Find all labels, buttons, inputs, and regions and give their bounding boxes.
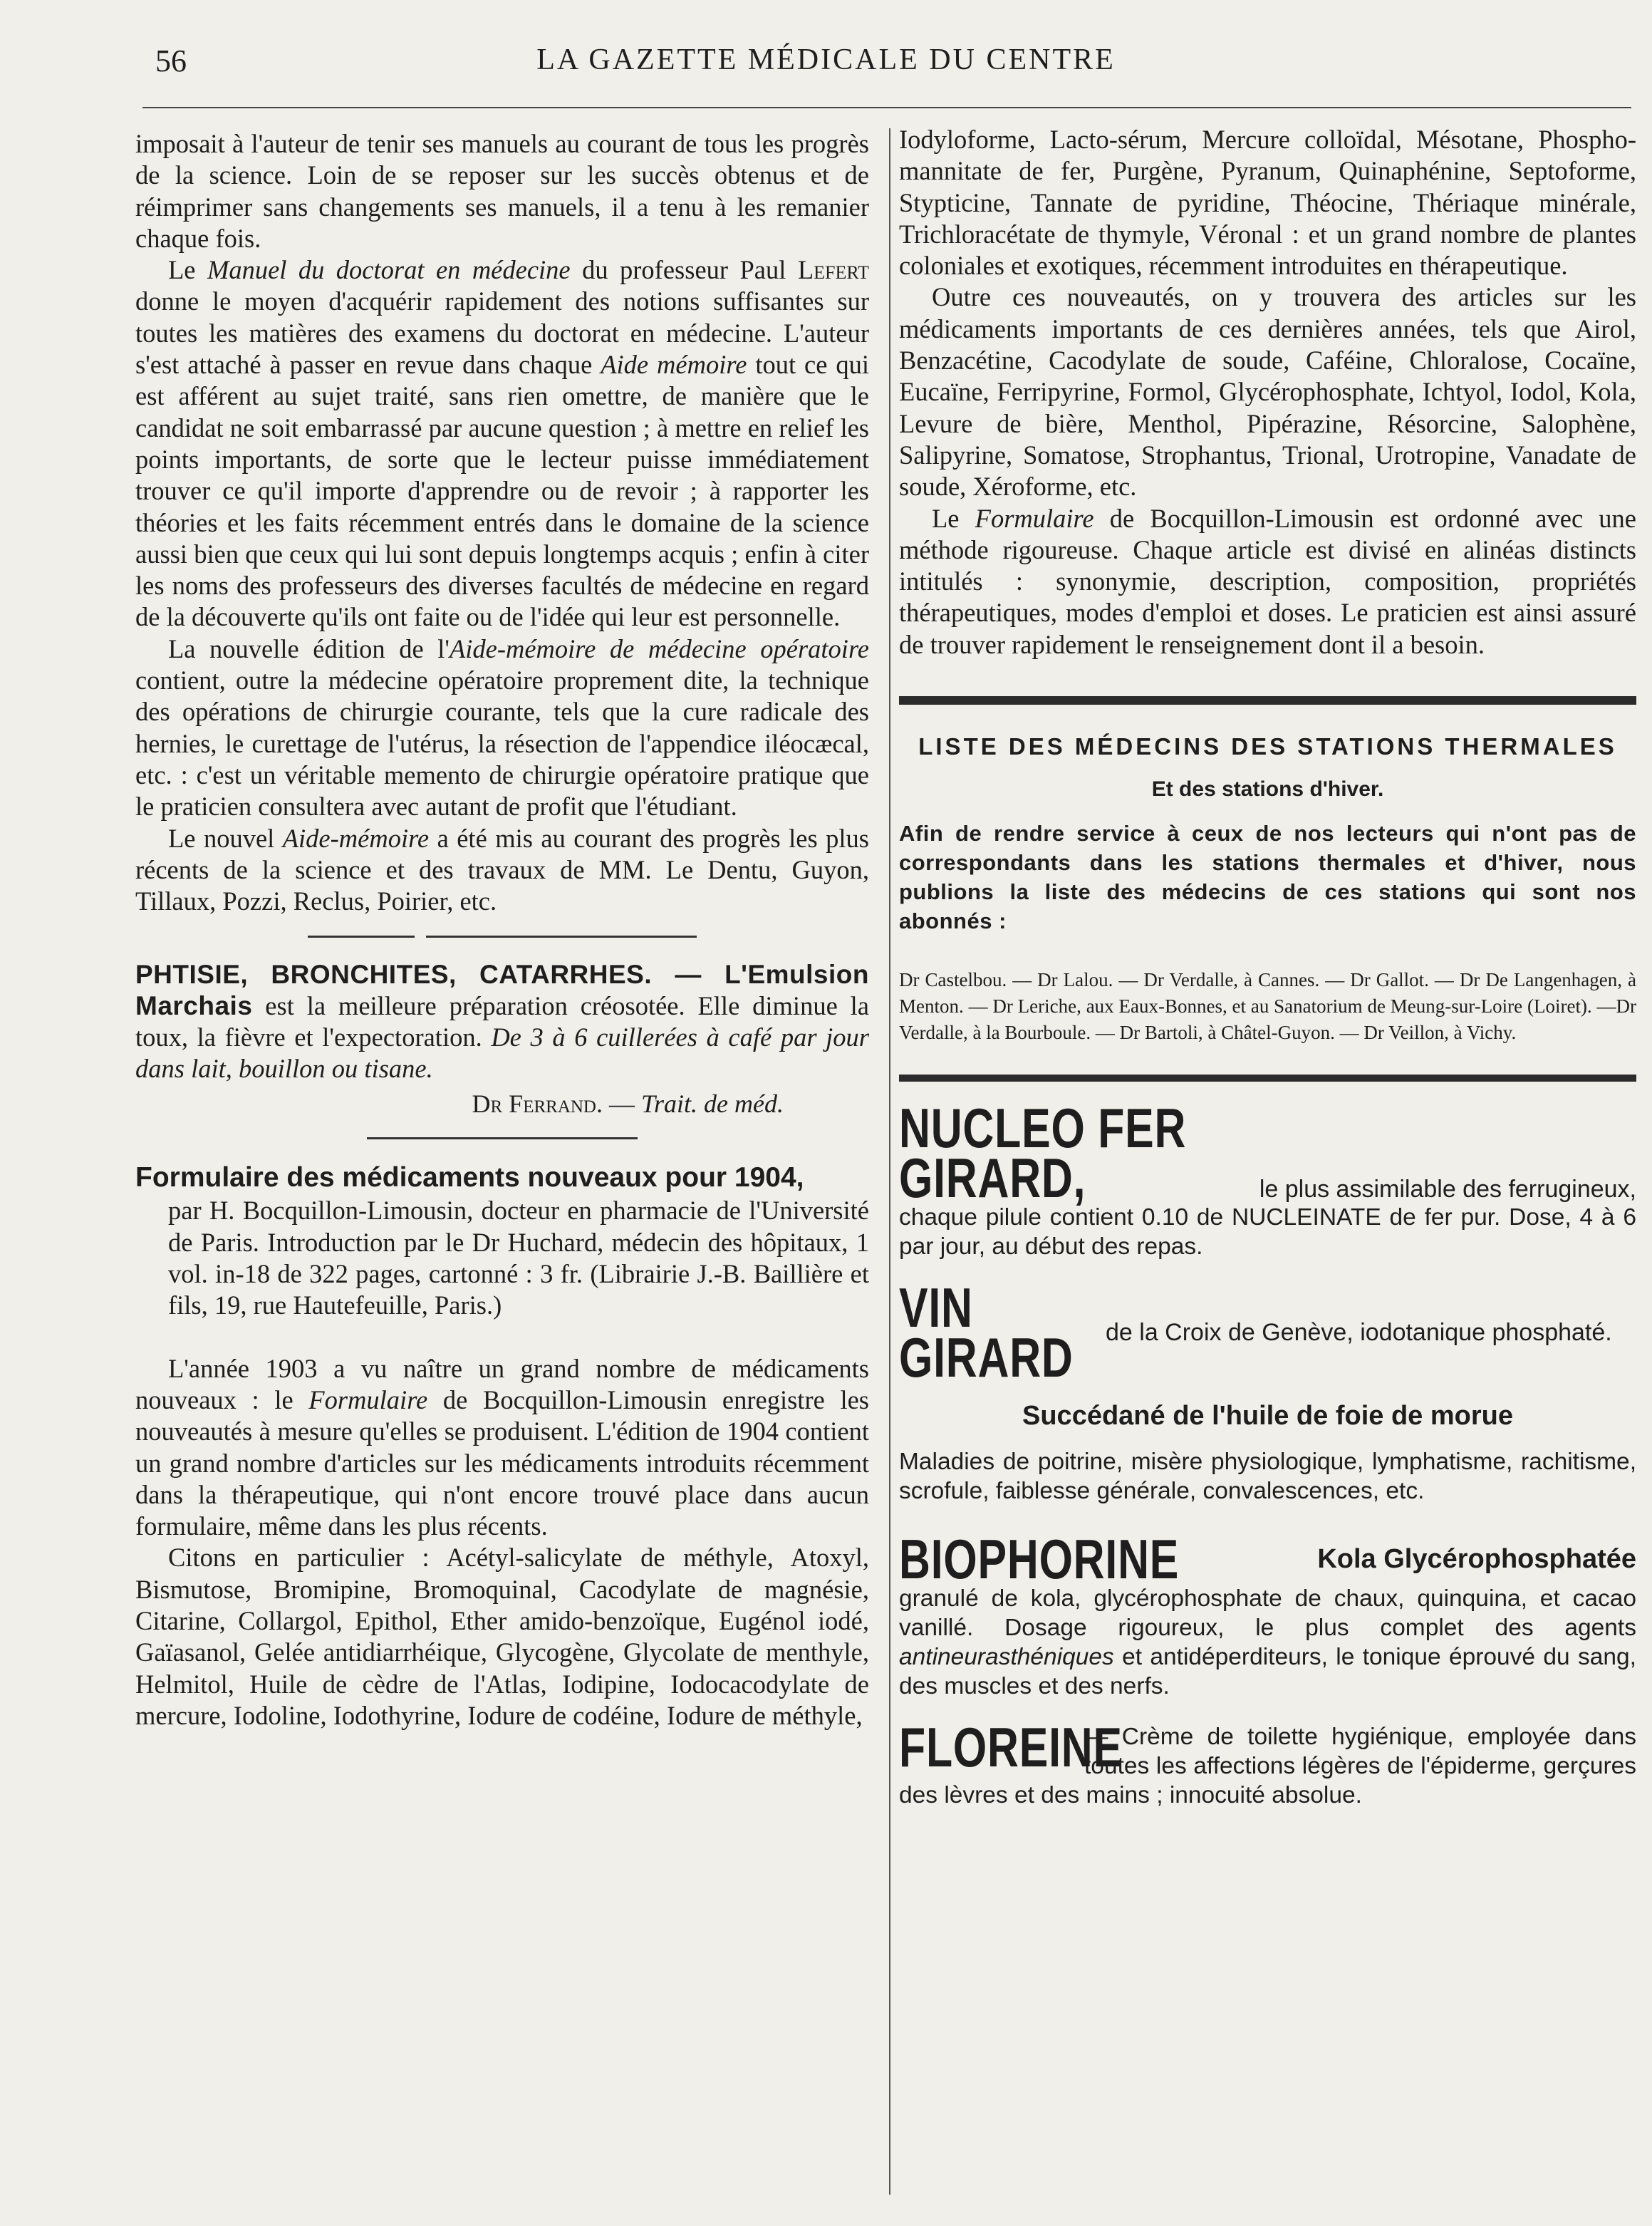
left-column — [135, 128, 869, 1731]
text-run: Le — [932, 503, 975, 533]
book-title: Formulaire — [975, 503, 1094, 533]
book-title: Aide mémoire — [601, 350, 747, 380]
reference: Trait. de méd. — [640, 1089, 784, 1119]
liste-title: LISTE DES MÉDECINS DES STATIONS THERMALES — [918, 733, 1617, 760]
text-run: du professeur Paul — [570, 255, 798, 285]
brand-name: NUCLEO FER GIRARD, — [899, 1097, 1187, 1210]
brand-name: BIOPHORINE — [899, 1528, 1180, 1591]
section-separator — [135, 936, 869, 938]
text-run: donne le moyen d'acquérir rapidement des notions suffisantes sur toutes les matières des examens du doctorat en médecine. L'auteur s'est attaché à passer en revue dans chaque — [135, 286, 869, 380]
paragraph — [135, 1353, 869, 1543]
ad-nucleo-fer-girard — [899, 1097, 1636, 1261]
text-run: et antidéperditeurs, le tonique éprouvé du sang, des muscles et des nerfs. — [899, 1644, 1636, 1700]
liste-names: Dr Castelbou. — Dr Lalou. — Dr Verdalle, à Cannes. — Dr Gallot. — Dr De Langenhagen, à Menton. — Dr Leriche, aux Eaux-Bonnes, et au Sanatorium de Meung-sur-Loire (Loiret). —Dr Verdalle, à la Bourboule. — Dr Bartoli, à Châtel-Guyon. — Dr Veillon, à Vichy. — [899, 969, 1636, 1044]
ad-vin-girard — [899, 1276, 1636, 1506]
formulaire-review — [135, 1353, 869, 1732]
brand-name: FLOREINE — [899, 1716, 1123, 1779]
text-run: de Bocquillon-Limousin enregistre les nouveautés à mesure qu'elles se produisent. L'édition de 1904 contient un grand nombre d'articles sur les médicaments introduits récemment dans la thérapeutique, qui n'ont encore trouvé place dans aucun formulaire, même dans les plus récents. — [135, 1384, 869, 1541]
text-run: Le nouvel — [168, 823, 283, 853]
formulaire-title: Formulaire des médicaments nouveaux pour 1904, — [135, 1162, 804, 1194]
ad-text: Maladies de poitrine, misère physiologique, lymphatisme, rachitisme, scrofule, faiblesse générale, convalescences, etc. — [899, 1449, 1636, 1505]
paragraph — [135, 254, 869, 633]
text-run: tout ce qui est afférent au sujet traité, sans rien omettre, de manière que le candidat ne soit embarrassé par aucune question ; à mettre en relief les points importants, de sorte que le lecteur puisse immédiatement trouver ce qu'il importe d'apprendre ou de revoir ; à rapporter les théories et les faits récemment entrés dans le domaine de la science aussi bien que ceux qui lui sont depuis longtemps acquis ; enfin à citer les noms des professeurs des diverses facultés de médecine en regard de la découverte qu'ils ont faite ou de l'idée qui leur est personnelle. — [135, 350, 869, 632]
journal-title: LA GAZETTE MÉDICALE DU CENTRE — [536, 43, 1116, 76]
ad-floreine — [899, 1716, 1636, 1810]
text-run: granulé de kola, glycérophosphate de chaux, quinquina, et cacao vanillé. Dosage rigoureux, le plus complet des agents — [899, 1585, 1636, 1642]
paragraph: Citons en particulier : Acétyl-salicylate de méthyle, Atoxyl, Bismutose, Bromipine, Bromoquinal, Cacodylate de magnésie, Citarine, Collargol, Epithol, Ether amido-benzoïque, Eugénol iodé, Gaïasanol, Gelée antidiarrhéique, Glycogène, Glycolate de menthyle, Helmitol, Huile de cèdre de l'Atlas, Iodipine, Iodocacodylate de mercure, Iodoline, Iodothyrine, Iodure de codéine, Iodure de méthyle, — [135, 1543, 869, 1730]
book-title: Manuel du doctorat en médecine — [207, 255, 571, 285]
brand-tagline: Kola Glycérophosphatée — [1317, 1543, 1636, 1574]
header-rule — [142, 107, 1631, 108]
text-run: Dr Ferrand. — — [472, 1089, 641, 1119]
text-run: a été mis au courant des progrès les plus récents de la science et des travaux de MM. Le Dentu, Guyon, Tillaux, Pozzi, Reclus, Poirier, etc. — [135, 823, 870, 916]
book-title: Aide-mémoire de médecine opératoire — [449, 633, 869, 663]
dosage: De 3 à 6 cuillerées à café par jour dans lait, bouillon ou tisane. — [135, 1023, 869, 1084]
text-run: La nouvelle édition de l' — [168, 633, 450, 663]
ad-biophorine — [899, 1528, 1636, 1701]
section-rule — [899, 1075, 1636, 1082]
text-run: Le — [168, 255, 207, 285]
ad-text: chaque pilule contient 0.10 de NUCLEINATE de fer pur. Dose, 4 à 6 par jour, au début des repas. — [899, 1204, 1636, 1260]
ad-text — [899, 1716, 1636, 1810]
text-run: contient, outre la médecine opératoire proprement dite, la technique des opérations de chirurgie courante, tels que la cure radicale des hernies, le curettage de l'utérus, la résection de l'appendice iléocæcal, etc. : c'est un véritable memento de chirurgie opératoire pratique que le praticien consultera avec autant de profit que l'étudiant. — [135, 666, 869, 822]
book-title: Aide-mémoire — [282, 823, 430, 853]
paragraph — [135, 633, 869, 823]
text-run: de Bocquillon-Limousin est ordonné avec une méthode rigoureuse. Chaque article est divisé en alinéas distincts intitulés : synonymie, description, composition, propriétés thérapeutiques, modes d'emploi et doses. Le praticien est ainsi assuré de trouver rapidement le renseignement dont il a besoin. — [899, 503, 1636, 659]
book-title: Formulaire — [308, 1384, 428, 1414]
page-number: 56 — [155, 43, 187, 78]
brand-name: VIN GIRARD — [899, 1276, 1074, 1389]
paragraph: Outre ces nouveautés, on y trouvera des articles sur les médicaments importants de ces dernières années, tels que Airol, Benzacétine, Cacodylate de soude, Caféine, Chloralose, Cocaïne, Eucaïne, Ferripyrine, Formol, Glycérophosphate, Ichtyol, Iodol, Kola, Levure de bière, Menthol, Pipérazine, Résorcine, Salophène, Salipyrine, Somatose, Strophantus, Trional, Urotropine, Vanadate de soude, Xéroforme, etc. — [899, 282, 1636, 502]
emulsion-notice — [135, 959, 869, 1084]
liste-subtitle: Et des stations d'hiver. — [1151, 777, 1384, 802]
right-column — [899, 124, 1636, 1810]
page-header — [0, 43, 1652, 93]
paragraph — [899, 503, 1636, 661]
section-separator — [135, 1137, 869, 1139]
ad-headline: Succédané de l'huile de foie de morue — [1022, 1401, 1513, 1432]
text-run: est la meilleure préparation créosotée. Elle diminue la toux, la fièvre et l'expectoration. — [135, 991, 869, 1052]
author-name: Lefert — [797, 255, 869, 285]
text-run: antineurasthéniques — [899, 1644, 1114, 1671]
ad-text — [899, 1584, 1636, 1701]
section-rule — [899, 696, 1636, 705]
formulaire-review-continued — [899, 124, 1636, 661]
formulaire-reference: par H. Bocquillon-Limousin, docteur en pharmacie de l'Université de Paris. Introduction par le Dr Huchard, médecin des hôpitaux, 1 vol. in-18 de 322 pages, cartonné : 3 fr. (Librairie J.-B. Baillière et fils, 19, rue Hautefeuille, Paris.) — [168, 1196, 869, 1320]
signature — [135, 1089, 869, 1119]
paragraph: imposait à l'auteur de tenir ses manuels au courant de tous les progrès de la science. Loin de se reposer sur les succès obtenus et de réimprimer sans changements ses manuels, il a tenu à les remanier chaque fois. — [135, 129, 869, 253]
brand-tagline: de la Croix de Genève, iodotanique phosphaté. — [1106, 1319, 1612, 1347]
notice-heading: PHTISIE, BRONCHITES, CATARRHES. — L'Emulsion Marchais — [135, 960, 869, 1021]
text-run: L'année 1903 a vu naître un grand nombre de médicaments nouveaux : le — [135, 1353, 869, 1414]
brand-tagline: le plus assimilable des ferrugineux, — [1259, 1176, 1636, 1203]
column-divider — [889, 128, 890, 2195]
paragraph — [135, 823, 869, 918]
text-run: — Crème de toilette hygiénique, employée dans toutes les affections légères de l'épiderme, gerçures des lèvres et des mains ; innocuité absolue. — [899, 1724, 1636, 1809]
manuels-article — [135, 128, 869, 917]
liste-intro: Afin de rendre service à ceux de nos lecteurs qui n'ont pas de correspondants dans les stations thermales et d'hiver, nous publions la liste des médecins de ces stations qui sont nos abonnés : — [899, 821, 1636, 934]
paragraph: Iodyloforme, Lacto-sérum, Mercure colloïdal, Mésotane, Phospho-mannitate de fer, Purgène, Pyranum, Quinaphénine, Septoforme, Stypticine, Tannate de pyridine, Théocine, Thériaque minérale, Trichloracétate de thymyle, Véronal : et un grand nombre de plantes coloniales et exotiques, récemment introduites en thérapeutique. — [899, 125, 1636, 281]
